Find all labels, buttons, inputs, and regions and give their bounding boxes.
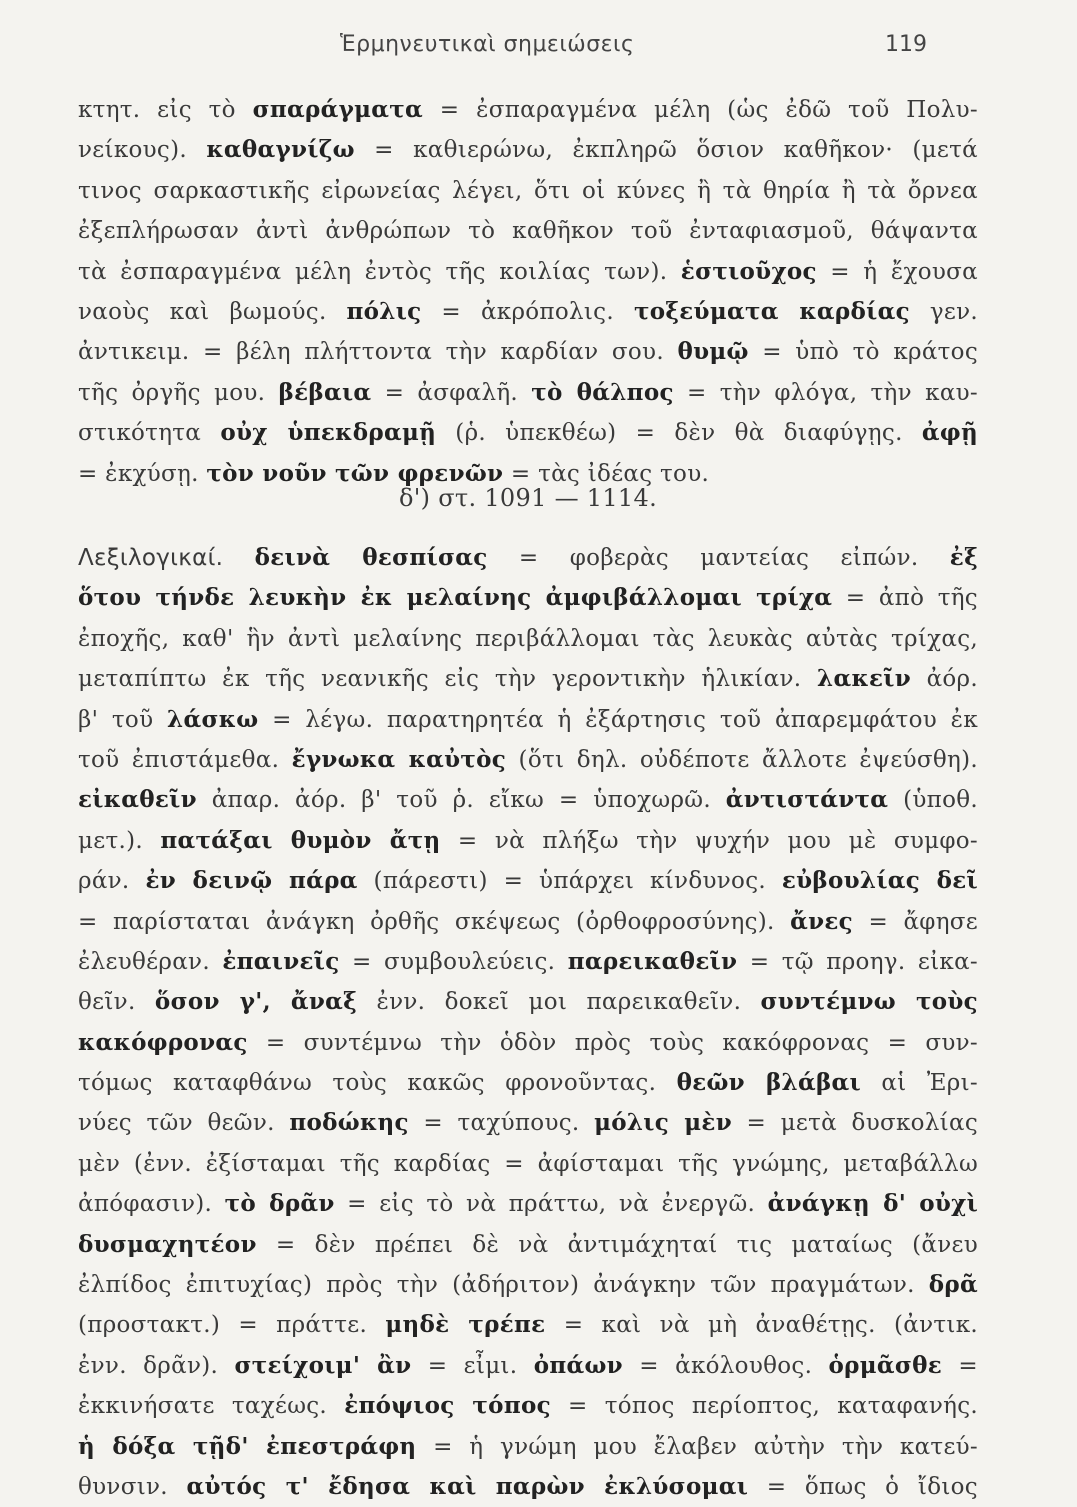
gloss-text: = συμβουλεύεις. (339, 948, 568, 975)
gloss-text: αἱ Ἐρι- (861, 1070, 978, 1097)
gloss-text: = φοβερὰς μαντείας εἰπών. (487, 545, 950, 571)
lemma-term: εἰκαθεῖν (78, 786, 197, 814)
gloss-text: = ἀκρόπολις. (421, 298, 634, 325)
section-heading: δ') στ. 1091 — 1114. (399, 484, 657, 512)
gloss-text: = τῷ προηγ. εἰκα- (737, 948, 978, 975)
text-line (78, 1386, 978, 1426)
text-line (78, 1063, 978, 1103)
gloss-text: = καθιερώνω, ἐκπληρῶ ὅσιον καθῆκον· (μετά (354, 137, 978, 164)
text-line (78, 292, 978, 332)
lemma-term: ἐπαινεῖς (222, 947, 340, 975)
notes-paragraph-2 (78, 538, 978, 1507)
gloss-text: ναοὺς καὶ βωμούς. (78, 298, 347, 325)
gloss-text: = ἡ ἔχουσα (816, 258, 978, 285)
gloss-text: θυνσιν. (78, 1473, 187, 1500)
lemma-term: ἀνάγκῃ δ' οὐχὶ (767, 1190, 979, 1218)
lemma-term: ἀντιστάντα (725, 786, 889, 814)
gloss-text: = τὴν φλόγα, τὴν καυ- (673, 379, 979, 406)
gloss-text: νείκους). (78, 137, 207, 164)
lemma-term: αὐτός τ' ἔδησα καὶ παρὼν ἐκλύσομαι (186, 1472, 749, 1500)
gloss-text: β' τοῦ (78, 706, 168, 733)
gloss-text: θεῖν. (78, 989, 155, 1016)
gloss-text: ἀντικειμ. = βέλη πλήττοντα τὴν καρδίαν σου. (78, 339, 678, 366)
text-line (78, 1305, 978, 1345)
text-line (78, 578, 978, 618)
gloss-text: = ἐσπαραγμένα μέλη (ὡς ἐδῶ τοῦ Πολυ- (422, 97, 979, 123)
text-line (78, 1225, 978, 1265)
lexical-lead: Λεξιλογικαί. (78, 545, 255, 571)
lemma-term: ἡ δόξα τῇδ' ἐπεστράφη (78, 1432, 417, 1460)
lemma-term: ποδώκης (289, 1109, 409, 1137)
gloss-text: τινος σαρκαστικῆς εἰρωνείας λέγει, ὅτι οἱ κύνες ἢ τὰ θηρία ἢ τὰ ὄρνεα (78, 177, 978, 204)
gloss-text: = δὲν πρέπει δὲ νὰ ἀντιμάχηταί τις ματαίως (ἄνευ (256, 1231, 978, 1258)
gloss-text: γεν. (909, 298, 978, 325)
text-line (78, 130, 978, 170)
gloss-text: τὰ ἐσπαραγμένα μέλη ἐντὸς τῆς κοιλίας των). (78, 258, 681, 285)
gloss-text: ἀπαρ. ἀόρ. β' τοῦ ῥ. εἴκω = ὑποχωρῶ. (196, 787, 726, 814)
lemma-term: ἔγνωκα καὐτὸς (291, 745, 507, 773)
lemma-term: ἑστιοῦχος (680, 257, 817, 285)
gloss-text: κτητ. εἰς τὸ (78, 97, 253, 123)
lemma-term: τὸ δρᾶν (224, 1190, 335, 1218)
text-line (78, 90, 978, 130)
gloss-text: ἐξεπλήρωσαν ἀντὶ ἀνθρώπων τὸ καθῆκον τοῦ ἐνταφιασμοῦ, θάψαντα (78, 218, 978, 245)
gloss-text: = ταχύπους. (408, 1110, 595, 1137)
text-line (78, 1265, 978, 1305)
gloss-text: = εἶμι. (411, 1352, 534, 1379)
text-line (78, 1346, 978, 1386)
gloss-text: = ἀπὸ τῆς (832, 585, 978, 612)
gloss-text: (ὅτι δηλ. οὐδέποτε ἄλλοτε ἐψεύσθη). (506, 746, 978, 773)
text-line (78, 659, 978, 699)
gloss-text: = ἡ γνώμη μου ἔλαβεν αὐτὴν τὴν κατεύ- (416, 1433, 979, 1460)
gloss-text: ἐνν. δοκεῖ μοι παρεικαθεῖν. (357, 989, 761, 1016)
gloss-text: = ὅπως ὁ ἴδιος (748, 1473, 978, 1500)
text-line (78, 171, 978, 211)
section-heading-wrap (78, 478, 978, 518)
gloss-text: = νὰ πλήξω τὴν ψυχήν μου μὲ συμφο- (440, 827, 979, 854)
lemma-term: κακόφρονας (78, 1028, 248, 1056)
lemma-term: παρεικαθεῖν (567, 947, 738, 975)
text-line (78, 1023, 978, 1063)
lemma-term: συντέμνω τοὺς (760, 988, 978, 1016)
lemma-term: δρᾶ (928, 1271, 978, 1299)
text-line (78, 252, 978, 292)
gloss-text: νύες τῶν θεῶν. (78, 1110, 290, 1137)
page-number: 119 (885, 32, 927, 57)
running-title: Ἑρμηνευτικαὶ σημειώσεις (340, 32, 635, 57)
gloss-text: = ἀσφαλῆ. (371, 379, 532, 406)
lemma-term: ὅσον γ', ἄναξ (154, 988, 358, 1016)
gloss-text: = τόπος περίοπτος, καταφανής. (550, 1393, 979, 1420)
text-line (78, 861, 978, 901)
gloss-text: = συντέμνω τὴν ὁδὸν πρὸς τοὺς κακόφρονας = συν- (247, 1029, 978, 1056)
lemma-term: πατάξαι θυμὸν ἄτῃ (160, 826, 441, 854)
gloss-text: (ὑποθ. (888, 787, 978, 814)
gloss-text: = τὰς ἰδέας του. (503, 460, 710, 487)
lemma-term: βέβαια (278, 378, 372, 406)
lemma-term: οὐχ ὑπεκδραμῇ (220, 419, 437, 447)
notes-paragraph-1 (78, 90, 978, 494)
lemma-term: θεῶν βλάβαι (676, 1069, 861, 1097)
lemma-term: τοξεύματα καρδίας (633, 297, 910, 325)
gloss-text: τῆς ὀργῆς μου. (78, 379, 279, 406)
lemma-term: τὸ θάλπος (531, 378, 674, 406)
lemma-term: καθαγνίζω (206, 136, 355, 164)
gloss-text: = παρίσταται ἀνάγκη ὀρθῆς σκέψεως (ὀρθοφροσύνης). (78, 908, 791, 935)
gloss-text: ἐνν. δρᾶν). (78, 1352, 235, 1379)
lemma-term: λακεῖν (817, 665, 911, 693)
lemma-term: ἄνες (790, 907, 853, 935)
gloss-text: τόμως καταφθάνω τοὺς κακῶς φρονοῦντας. (78, 1070, 677, 1097)
gloss-text: μὲν (ἐνν. ἐξίσταμαι τῆς καρδίας = ἀφίσταμαι τῆς γνώμης, μεταβάλλω (78, 1150, 978, 1177)
lemma-term: ἐν δεινῷ πάρα (145, 867, 358, 895)
text-line (78, 538, 978, 578)
gloss-text: ἐλευθέραν. (78, 948, 223, 975)
lemma-term: δυσμαχητέον (78, 1230, 257, 1258)
text-line (78, 902, 978, 942)
lemma-term: ὅτου τήνδε λευκὴν ἐκ μελαίνης ἀμφιβάλλομαι τρίχα (78, 584, 833, 612)
gloss-text: (πάρεστι) = ὑπάρχει κίνδυνος. (357, 868, 782, 895)
lemma-term: ἐξ (949, 544, 979, 571)
lemma-term: δεινὰ θεσπίσας (254, 544, 488, 571)
lemma-term: θυμῷ (677, 338, 749, 366)
gloss-text: τοῦ ἐπιστάμεθα. (78, 746, 292, 773)
gloss-text: μετ.). (78, 827, 161, 854)
gloss-text: (ῥ. ὑπεκθέω) = δὲν θὰ διαφύγῃς. (436, 420, 922, 447)
lemma-term: τὸν νοῦν τῶν φρενῶν (206, 459, 504, 487)
lemma-term: εὐβουλίας δεῖ (781, 867, 978, 895)
text-line (78, 211, 978, 251)
lemma-term: ἀφῇ (921, 419, 978, 447)
lemma-term: ἐπόψιος τόπος (344, 1392, 551, 1420)
text-line (78, 821, 978, 861)
text-line (78, 1467, 978, 1507)
gloss-text: = ἄφησε (853, 908, 979, 935)
text-line (78, 413, 978, 453)
text-line (78, 373, 978, 413)
text-line (78, 982, 978, 1022)
gloss-text: (προστακτ.) = πράττε. (78, 1312, 386, 1339)
lemma-term: μηδὲ τρέπε (385, 1311, 546, 1339)
gloss-text: στικότητα (78, 420, 221, 447)
lemma-term: λάσκω (167, 705, 259, 733)
lemma-term: ὁρμᾶσθε (828, 1351, 943, 1379)
gloss-text: = εἰς τὸ νὰ πράττω, νὰ ἐνεργῶ. (334, 1191, 768, 1218)
gloss-text: μεταπίπτω ἐκ τῆς νεανικῆς εἰς τὴν γεροντικὴν ἡλικίαν. (78, 666, 818, 693)
text-line (78, 700, 978, 740)
gloss-text: ἐλπίδος ἐπιτυχίας) πρὸς τὴν (ἀδήριτον) ἀνάγκην τῶν πραγμάτων. (78, 1272, 929, 1299)
gloss-text: = (942, 1352, 978, 1379)
gloss-text: = ἀκόλουθος. (622, 1352, 829, 1379)
text-line (78, 1144, 978, 1184)
lemma-term: σπαράγματα (252, 96, 423, 123)
running-header (80, 32, 927, 68)
text-line (78, 1427, 978, 1467)
lemma-term: ὀπάων (533, 1351, 623, 1379)
lemma-term: μόλις μὲν (594, 1109, 732, 1137)
text-line (78, 619, 978, 659)
text-line (78, 780, 978, 820)
gloss-text: ἐποχῆς, καθ' ἣν ἀντὶ μελαίνης περιβάλλομαι τὰς λευκὰς αὐτὰς τρίχας, (78, 625, 978, 652)
text-line (78, 942, 978, 982)
gloss-text: = ὑπὸ τὸ κράτος (748, 339, 979, 366)
text-line (78, 1103, 978, 1143)
lemma-term: πόλις (346, 297, 422, 325)
text-line (78, 332, 978, 372)
gloss-text: = ἐκχύσῃ. (78, 460, 207, 487)
text-line (78, 1184, 978, 1224)
gloss-text: ἀπόφασιν). (78, 1191, 225, 1218)
gloss-text: = καὶ νὰ μὴ ἀναθέτῃς. (ἀντικ. (545, 1312, 978, 1339)
text-line (78, 740, 978, 780)
lemma-term: στείχοιμ' ἂν (234, 1351, 412, 1379)
gloss-text: ἀόρ. (910, 666, 978, 693)
gloss-text: = μετὰ δυσκολίας (731, 1110, 979, 1137)
gloss-text: ράν. (78, 868, 146, 895)
gloss-text: = λέγω. παρατηρητέα ἡ ἐξάρτησις τοῦ ἀπαρεμφάτου ἐκ (258, 706, 978, 733)
gloss-text: ἐκκινήσατε ταχέως. (78, 1393, 345, 1420)
